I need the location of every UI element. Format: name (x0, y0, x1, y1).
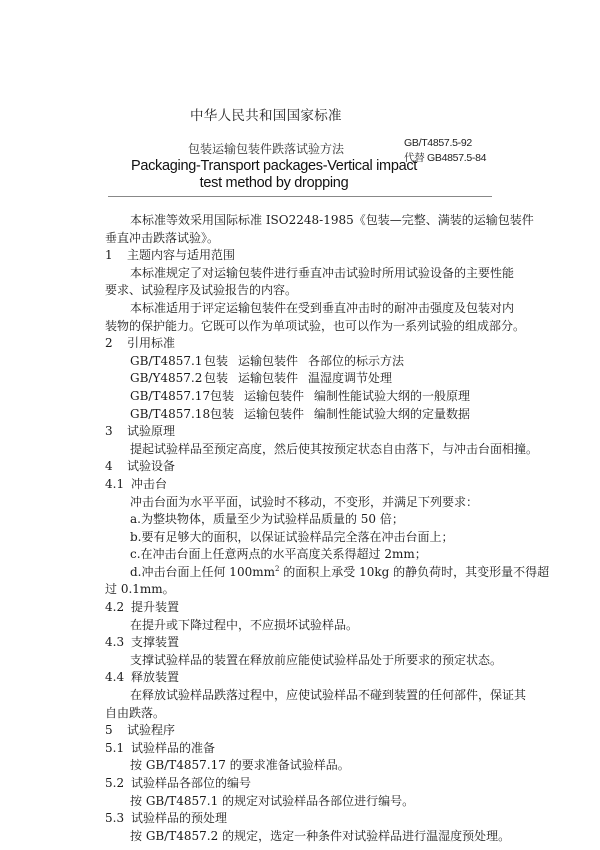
reference-code: GB/T4857.1 (130, 353, 203, 368)
standard-number: GB/T4857.5-92 (404, 137, 472, 149)
subsection-number: 5.3 (105, 811, 125, 826)
paragraph-line: 在释放试验样品跌落过程中，应使试验样品不碰到装置的任何部件，保证其 (130, 688, 527, 703)
subsection-number: 4.2 (105, 600, 125, 615)
paragraph-line: 按 GB/T4857.1 的规定对试验样品各部位进行编号。 (130, 793, 415, 808)
subsection-title: 提升装置 (131, 600, 180, 615)
reference-code: GB/Y4857.2 (130, 371, 203, 386)
requirement-a: a.为整块物体，质量至少为试验样品质量的 50 倍； (130, 512, 404, 527)
paragraph-line: 在提升或下降过程中，不应损坏试验样品。 (130, 617, 359, 632)
subsection-title: 支撑装置 (131, 635, 180, 650)
section-5-heading (0, 722, 600, 740)
requirement-b: b.要有足够大的面积，以保证试验样品完全落在冲击台面上； (130, 529, 454, 544)
requirement-c: c.在冲击台面上任意两点的水平高度关系得超过 2mm； (130, 547, 427, 562)
reference-part: 运输包装件 (238, 353, 299, 368)
subsection-number: 4.1 (105, 476, 125, 491)
subsection-number: 4.4 (105, 670, 125, 685)
paragraph-line: 自由跌落。 (105, 705, 166, 720)
subsection-4-4-heading (0, 669, 600, 687)
subsection-title: 试验样品各部位的编号 (131, 776, 252, 790)
reference-part: 运输包装件 (244, 388, 305, 403)
paragraph-line: 要求、试验程序及试验报告的内容。 (105, 283, 298, 298)
section-1-heading (0, 247, 600, 265)
paragraph-line: 本标准规定了对运输包装件进行垂直冲击试验时所用试验设备的主要性能 (130, 265, 515, 280)
reference-item (0, 370, 600, 388)
paragraph-line: 按 GB/T4857.17 的要求准备试验样品。 (130, 758, 350, 773)
section-number: 1 (105, 248, 113, 263)
chinese-title: 包装运输包装件跌落试验方法 (188, 142, 345, 156)
reference-part: 包装 (204, 353, 229, 368)
subsection-number: 4.3 (105, 635, 125, 650)
subsection-4-2-heading (0, 599, 600, 617)
paragraph-line: 支撑试验样品的装置在释放前应能使试验样品处于所要求的预定状态。 (130, 652, 503, 667)
section-title: 试验程序 (127, 723, 176, 738)
english-title: Packaging-Transport packages-Vertical impact test method by dropping (130, 158, 418, 191)
subsection-4-3-heading (0, 634, 600, 652)
section-number: 3 (105, 424, 113, 439)
subsection-5-3-heading (0, 810, 600, 828)
reference-part: 运输包装件 (238, 371, 299, 386)
section-number: 2 (105, 336, 113, 351)
subsection-5-2-heading (0, 775, 600, 793)
subsection-title: 试验样品的预处理 (131, 811, 228, 826)
header-divider (108, 196, 492, 197)
requirement-d-text: 的面积上承受 10kg 的静负荷时，其变形量不得超 (279, 564, 550, 579)
document-body (0, 212, 600, 845)
section-3-heading (0, 423, 600, 441)
requirement-d (0, 564, 600, 582)
national-standard-heading: 中华人民共和国国家标准 (190, 108, 342, 124)
paragraph-line: 本标准适用于评定运输包装件在受到垂直冲击时的耐冲击强度及包装对内 (130, 300, 515, 315)
requirement-d-text: d.冲击台面上任何 100mm (130, 564, 275, 579)
reference-title: 温湿度调节处理 (308, 371, 393, 386)
subsection-number: 5.2 (105, 776, 125, 790)
paragraph-line: 按 GB/T4857.2 的规定，选定一种条件对试验样品进行温湿度预处理。 (130, 828, 511, 843)
reference-item (0, 406, 600, 424)
section-2-heading (0, 335, 600, 353)
paragraph-line: 过 0.1mm。 (105, 582, 175, 597)
subsection-title: 冲击台 (131, 476, 168, 491)
reference-title: 编制性能试验大纲的一般原理 (314, 388, 471, 403)
reference-item (0, 388, 600, 406)
reference-title: 编制性能试验大纲的定量数据 (314, 406, 471, 421)
section-title: 主题内容与适用范围 (127, 248, 236, 263)
reference-code: GB/T4857.18 (130, 406, 211, 421)
paragraph-line: 提起试验样品至预定高度，然后使其按预定状态自由落下，与冲击台面相撞。 (130, 441, 539, 456)
reference-part: 运输包装件 (244, 406, 305, 421)
subsection-5-1-heading (0, 740, 600, 758)
reference-part: 包装 (210, 406, 235, 421)
section-title: 引用标准 (127, 336, 176, 351)
reference-item (0, 353, 600, 371)
reference-code: GB/T4857.17 (130, 388, 211, 403)
reference-part: 包装 (204, 371, 229, 386)
reference-part: 包装 (210, 388, 235, 403)
section-number: 4 (105, 459, 113, 474)
paragraph-line: 冲击台面为水平平面，试验时不移动，不变形，并满足下列要求： (130, 494, 479, 509)
section-title: 试验设备 (127, 459, 176, 474)
subsection-title: 试验样品的准备 (131, 740, 216, 755)
intro-line-1: 本标准等效采用国际标准 ISO2248-1985《包装—完整、满装的运输包装件 (130, 213, 534, 227)
section-title: 试验原理 (127, 424, 176, 439)
subsection-number: 5.1 (105, 740, 125, 755)
subsection-title: 释放装置 (131, 670, 180, 685)
subsection-4-1-heading (0, 476, 600, 494)
paragraph-line: 装物的保护能力。它既可以作为单项试验，也可以作为一系列试验的组成部分。 (105, 318, 526, 333)
superscript: 2 (274, 564, 280, 573)
reference-title: 各部位的标示方法 (308, 353, 405, 368)
section-4-heading (0, 458, 600, 476)
replaces-standard: 代替 GB4857.5-84 (404, 152, 487, 164)
intro-line-2: 垂直冲击跌落试验》。 (105, 230, 220, 245)
section-number: 5 (105, 723, 113, 738)
